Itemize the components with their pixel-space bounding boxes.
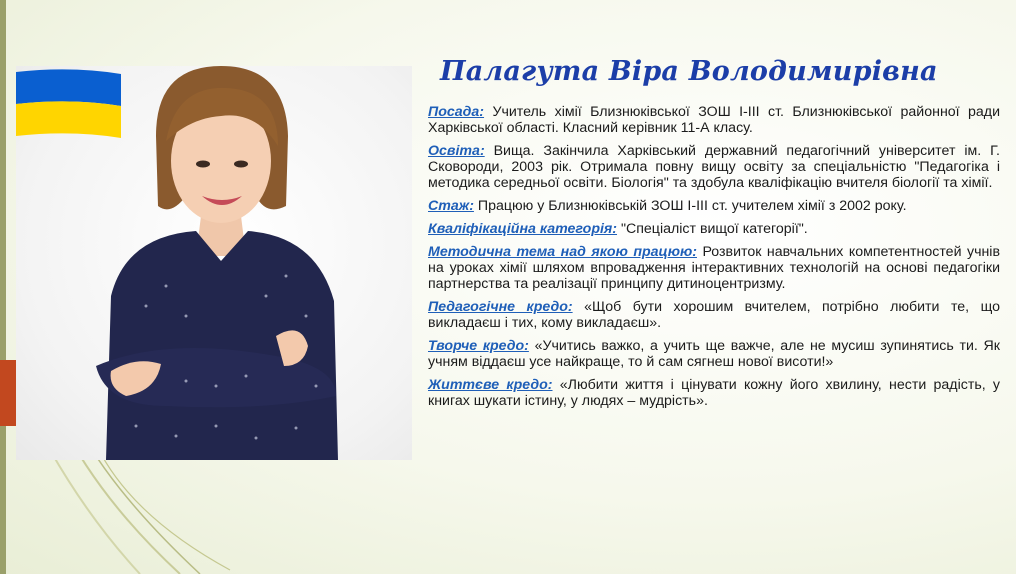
category-text: "Спеціаліст вищої категорії". [617, 221, 808, 237]
education-section [428, 143, 1000, 191]
methodical-theme-label: Методична тема над якою працюю: [428, 244, 697, 260]
creative-credo-section [428, 338, 1000, 370]
life-credo-section [428, 377, 1000, 409]
left-border-bar [0, 0, 6, 574]
experience-text: Працюю у Близнюківській ЗОШ І-ІІІ ст. учителем хімії з 2002 року. [473, 198, 907, 214]
left-accent-block [0, 360, 16, 426]
methodical-theme-text: Розвиток навчальних компетентностей учнів на уроках хімії шляхом впровадження інтерактивних технологій на основі педагогіки партнерства та реалізації принципу дитиноцентризму. [428, 244, 1000, 292]
experience-label: Стаж: [428, 198, 474, 214]
teacher-photo [16, 66, 412, 460]
ukraine-flag-icon [16, 69, 121, 138]
experience-section [428, 198, 1000, 214]
life-credo-label: Життєве кредо: [428, 377, 553, 393]
life-credo-text: «Любити життя і цінувати кожну його хвилину, нести радість, у книгах шукати істину, у людях – мудрість». [428, 377, 1000, 409]
methodical-theme-section [428, 244, 1000, 292]
teacher-name-title: Палагута Віра Володимирівна [440, 56, 938, 87]
creative-credo-text: «Учитись важко, а учить ще важче, але не мусиш зупинятись ти. Як учням віддаєш усе найкраще, то й сам сягнеш нової висоти!» [428, 338, 1000, 370]
education-text: Вища. Закінчила Харківський державний педагогічний університет ім. Г. Сковороди, 2003 рік. Отримала повну вищу освіту за спеціальністю "Педагогіка і методика середньої освіти. Біологія" та здобула кваліфікацію вчителя біології та хімії. [428, 143, 1000, 191]
category-label: Кваліфікаційна категорія: [428, 221, 618, 237]
profile-details [428, 104, 1000, 416]
creative-credo-label: Творче кредо: [428, 338, 529, 354]
position-label: Посада: [428, 104, 485, 120]
position-section [428, 104, 1000, 136]
pedagogical-credo-section [428, 299, 1000, 331]
pedagogical-credo-label: Педагогічне кредо: [428, 299, 573, 315]
pedagogical-credo-text: «Щоб бути хорошим вчителем, потрібно любити те, що викладаєш і тих, кому викладаєш». [428, 299, 1000, 331]
category-section [428, 221, 1000, 237]
position-text: Учитель хімії Близнюківської ЗОШ І-ІІІ ст. Близнюківської районної ради Харківської області. Класний керівник 11-А класу. [428, 104, 1000, 136]
education-label: Освіта: [428, 143, 485, 159]
